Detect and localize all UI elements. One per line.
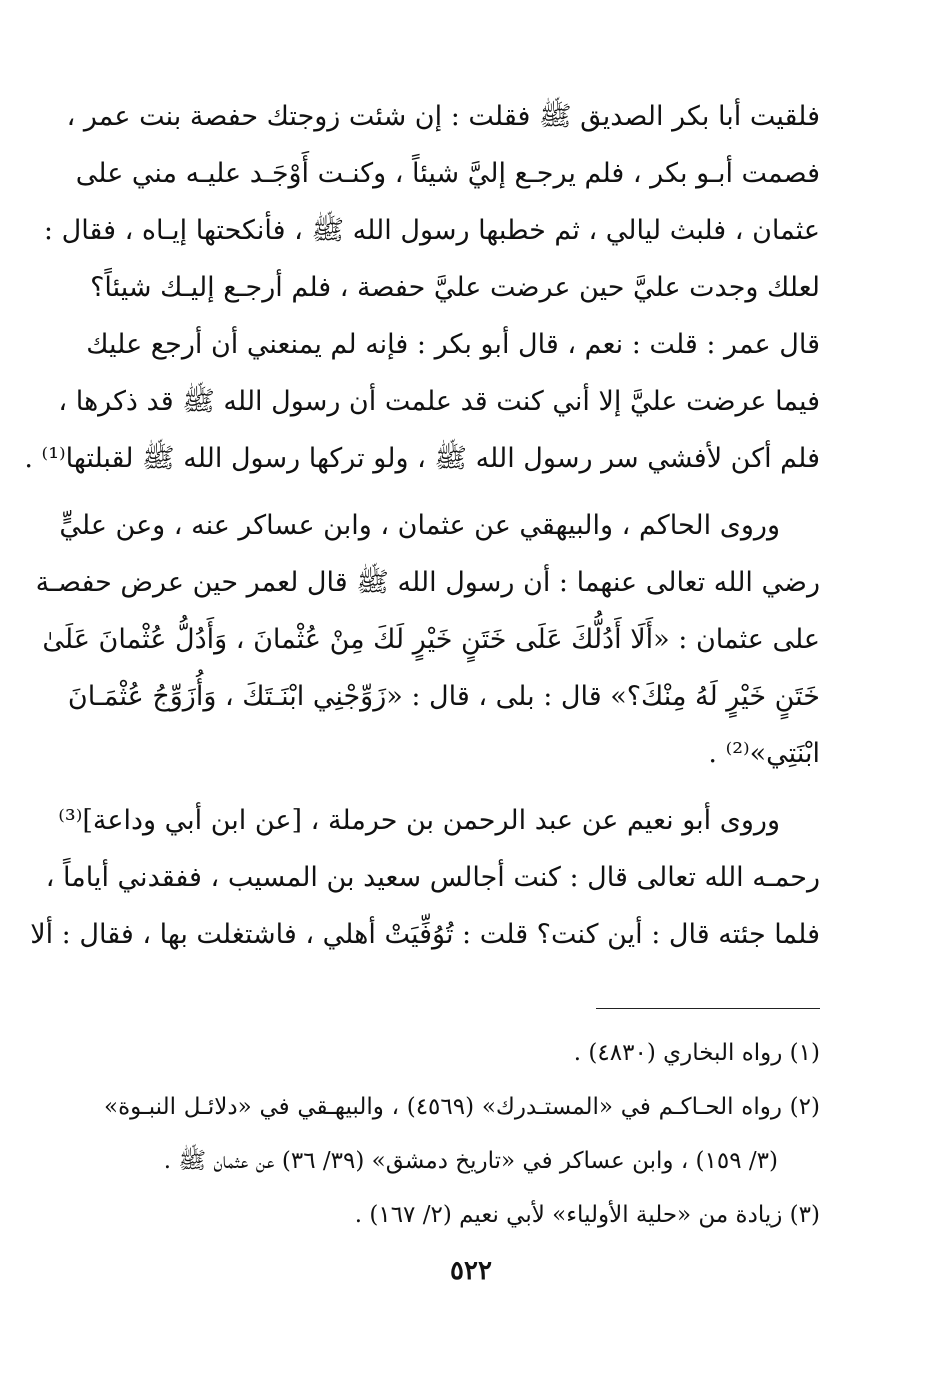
text-line: قال عمر : قلت : نعم ، قال أبو بكر : فإنه لم يمنعني أن أرجع عليك — [86, 329, 820, 360]
text-line: فيما عرضت عليَّ إلا أني كنت قد علمت أن رسول الله ﷺ قد ذكرها ، — [58, 386, 820, 417]
paragraph — [35, 497, 820, 782]
text-line: رحمـه الله تعالى قال : كنت أجالس سعيد بن المسيب ، ففقدني أياماً ، — [45, 862, 820, 893]
paragraph — [30, 792, 820, 963]
footnote-line: (٢) رواه الحـاكـم في «المستـدرك» (٤٥٦٩) ، والبيهـقي في «دلائـل النبـوة» — [104, 1094, 820, 1120]
footnote-line: (٣/ ١٥٩) ، وابن عساكر في «تاريخ دمشق» (٣٩/ ٣٦) عن عثمان ﷺ . — [163, 1148, 778, 1174]
text-line: ابْنَتِي»⁽²⁾ . — [708, 738, 820, 769]
text-line: وروى الحاكم ، والبيهقي عن عثمان ، وابن عساكر عنه ، وعن عليٍّ — [59, 510, 780, 541]
main-text — [24, 88, 820, 963]
text-line: على عثمان : «أَلَا أَدُلُّكَ عَلَى خَتَنٍ خَيْرٍ لَكَ مِنْ عُثْمانَ ، وَأَدُلُّ عُثْمانَ عَلَىٰ — [42, 624, 820, 655]
text-line: فلقيت أبا بكر الصديق ﷺ فقلت : إن شئت زوجتك حفصة بنت عمر ، — [66, 101, 820, 132]
text-line: خَتَنٍ خَيْرٍ لَهُ مِنْكَ؟» قال : بلى ، قال : «زَوِّجْنِي ابْنَـتَكَ ، وَأُزَوِّجُ عُثْمَـانَ — [67, 681, 820, 712]
paragraph — [24, 88, 820, 487]
footnote — [104, 1080, 820, 1188]
text-line: فلم أكن لأفشي سر رسول الله ﷺ ، ولو تركها رسول الله ﷺ لقبلتها⁽¹⁾ . — [24, 443, 820, 474]
footnote — [104, 1026, 820, 1080]
text-line: رضي الله تعالى عنهما : أن رسول الله ﷺ قال لعمر حين عرض حفصـة — [35, 567, 820, 598]
text-line: وروى أبو نعيم عن عبد الرحمن بن حرملة ، [عن ابن أبي وداعة]⁽³⁾ — [58, 805, 780, 836]
text-line: فلما جئته قال : أين كنت؟ قلت : تُوُفِّيَتْ أهلي ، فاشتغلت بها ، فقال : ألا — [30, 919, 820, 950]
page-number: ٥٢٢ — [450, 1256, 492, 1286]
text-line: فصمت أبـو بكر ، فلم يرجـع إليَّ شيئاً ، وكنـت أَوْجَـد عليـه مني على — [75, 158, 820, 189]
footnotes — [104, 1026, 820, 1242]
footnote-line: (٣) زيادة من «حلية الأولياء» لأبي نعيم (٢/ ١٦٧) . — [354, 1202, 820, 1228]
footnote — [104, 1188, 820, 1242]
footnote-line: (١) رواه البخاري (٤٨٣٠) . — [573, 1040, 820, 1066]
text-line: عثمان ، فلبث ليالي ، ثم خطبها رسول الله ﷺ ، فأنكحتها إيـاه ، فقال : — [43, 215, 820, 246]
footnote-separator — [596, 1008, 820, 1009]
text-line: لعلك وجدت عليَّ حين عرضت عليَّ حفصة ، فلم أرجـع إليـك شيئاً؟ — [90, 272, 820, 303]
